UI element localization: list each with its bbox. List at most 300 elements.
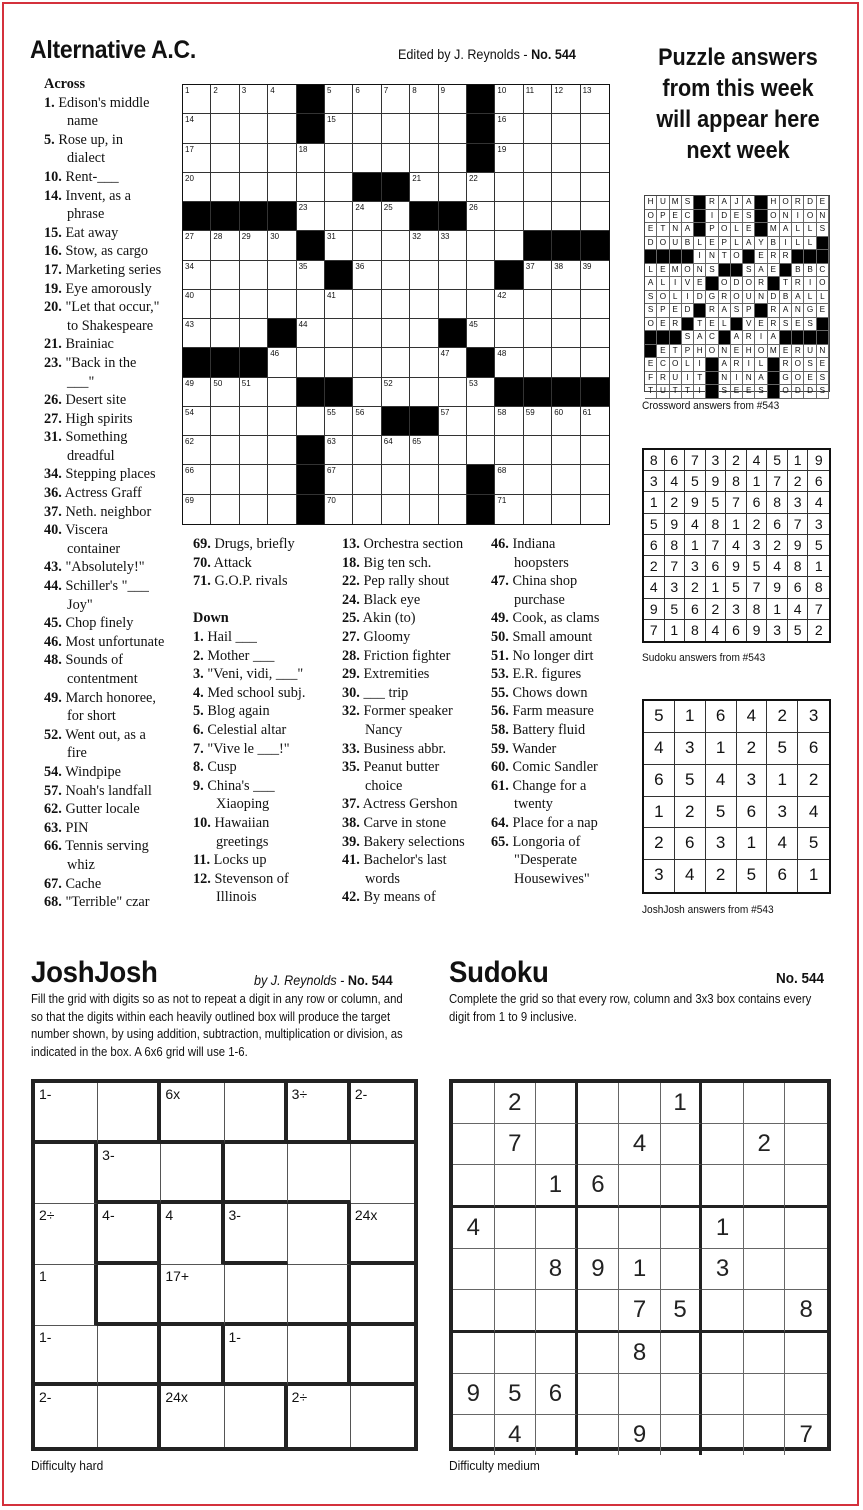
sudoku-cell[interactable] (619, 1374, 661, 1415)
sudoku-cell[interactable] (495, 1249, 537, 1290)
sudoku-cell[interactable] (785, 1124, 827, 1165)
crossword-cell[interactable] (581, 290, 609, 319)
crossword-cell[interactable] (581, 407, 609, 436)
crossword-cell[interactable] (410, 114, 438, 143)
sudoku-cell[interactable] (536, 1124, 578, 1165)
crossword-cell[interactable] (382, 495, 410, 524)
crossword-cell[interactable] (495, 202, 523, 231)
sudoku-cell[interactable] (619, 1165, 661, 1208)
joshjosh-cell[interactable] (351, 1326, 414, 1387)
crossword-cell[interactable] (495, 231, 523, 260)
crossword-cell[interactable] (325, 173, 353, 202)
crossword-cell[interactable] (524, 85, 552, 114)
sudoku-cell[interactable] (661, 1249, 703, 1290)
sudoku-cell[interactable] (495, 1208, 537, 1249)
sudoku-cell[interactable] (702, 1374, 744, 1415)
crossword-cell[interactable] (382, 85, 410, 114)
crossword-cell[interactable] (495, 290, 523, 319)
crossword-cell[interactable] (211, 407, 239, 436)
sudoku-cell[interactable] (578, 1333, 620, 1374)
crossword-cell[interactable] (581, 319, 609, 348)
crossword-cell[interactable] (183, 465, 211, 494)
crossword-cell[interactable] (382, 231, 410, 260)
crossword-cell[interactable] (183, 436, 211, 465)
joshjosh-cell[interactable] (98, 1326, 161, 1387)
crossword-cell[interactable] (240, 85, 268, 114)
sudoku-cell[interactable]: 5 (661, 1290, 703, 1333)
sudoku-cell[interactable]: 9 (619, 1415, 661, 1455)
crossword-cell[interactable] (183, 261, 211, 290)
sudoku-cell[interactable] (536, 1083, 578, 1124)
crossword-cell[interactable] (268, 173, 296, 202)
crossword-cell[interactable] (211, 436, 239, 465)
crossword-cell[interactable] (410, 144, 438, 173)
sudoku-cell[interactable] (453, 1165, 495, 1208)
crossword-cell[interactable] (552, 495, 580, 524)
crossword-cell[interactable] (524, 173, 552, 202)
sudoku-cell[interactable] (702, 1290, 744, 1333)
joshjosh-cell[interactable] (161, 1204, 224, 1265)
crossword-cell[interactable] (495, 407, 523, 436)
sudoku-cell[interactable] (744, 1290, 786, 1333)
crossword-cell[interactable] (297, 348, 325, 377)
sudoku-cell[interactable] (453, 1415, 495, 1455)
sudoku-cell[interactable]: 1 (619, 1249, 661, 1290)
crossword-cell[interactable] (552, 319, 580, 348)
sudoku-cell[interactable]: 4 (495, 1415, 537, 1455)
sudoku-cell[interactable]: 1 (536, 1165, 578, 1208)
crossword-cell[interactable] (524, 407, 552, 436)
crossword-cell[interactable] (410, 378, 438, 407)
crossword-cell[interactable] (552, 114, 580, 143)
sudoku-cell[interactable] (744, 1333, 786, 1374)
crossword-cell[interactable] (325, 290, 353, 319)
crossword-cell[interactable] (439, 378, 467, 407)
crossword-cell[interactable] (439, 261, 467, 290)
crossword-cell[interactable] (552, 407, 580, 436)
crossword-cell[interactable] (552, 85, 580, 114)
joshjosh-cell[interactable] (98, 1204, 161, 1265)
crossword-cell[interactable] (524, 436, 552, 465)
sudoku-cell[interactable]: 9 (453, 1374, 495, 1415)
crossword-cell[interactable] (240, 378, 268, 407)
sudoku-cell[interactable]: 1 (702, 1208, 744, 1249)
crossword-cell[interactable] (495, 85, 523, 114)
sudoku-cell[interactable]: 2 (744, 1124, 786, 1165)
crossword-cell[interactable] (581, 436, 609, 465)
joshjosh-cell[interactable] (35, 1265, 98, 1326)
crossword-cell[interactable] (410, 495, 438, 524)
crossword-cell[interactable] (240, 465, 268, 494)
crossword-cell[interactable] (467, 378, 495, 407)
crossword-cell[interactable] (240, 173, 268, 202)
crossword-cell[interactable] (268, 261, 296, 290)
sudoku-cell[interactable] (744, 1165, 786, 1208)
sudoku-cell[interactable] (578, 1124, 620, 1165)
crossword-cell[interactable] (211, 173, 239, 202)
sudoku-cell[interactable] (785, 1165, 827, 1208)
sudoku-cell[interactable] (453, 1290, 495, 1333)
crossword-cell[interactable] (382, 436, 410, 465)
sudoku-cell[interactable]: 7 (799, 1421, 813, 1448)
crossword-cell[interactable] (240, 290, 268, 319)
sudoku-cell[interactable] (661, 1124, 703, 1165)
crossword-cell[interactable] (467, 436, 495, 465)
crossword-cell[interactable] (325, 319, 353, 348)
crossword-cell[interactable] (410, 85, 438, 114)
sudoku-cell[interactable] (578, 1208, 620, 1249)
crossword-cell[interactable] (211, 495, 239, 524)
joshjosh-cell[interactable] (35, 1386, 98, 1447)
joshjosh-cell[interactable] (288, 1326, 351, 1387)
sudoku-cell[interactable] (495, 1290, 537, 1333)
crossword-cell[interactable] (353, 436, 381, 465)
crossword-cell[interactable] (382, 261, 410, 290)
joshjosh-cell[interactable] (225, 1083, 288, 1144)
sudoku-cell[interactable]: 2 (495, 1083, 537, 1124)
crossword-cell[interactable] (552, 436, 580, 465)
crossword-cell[interactable] (552, 202, 580, 231)
sudoku-cell[interactable]: 7 (495, 1124, 537, 1165)
sudoku-cell[interactable] (785, 1333, 827, 1374)
crossword-cell[interactable] (524, 261, 552, 290)
sudoku-cell[interactable] (661, 1333, 703, 1374)
crossword-cell[interactable] (410, 465, 438, 494)
crossword-cell[interactable] (439, 407, 467, 436)
crossword-cell[interactable] (552, 261, 580, 290)
crossword-cell[interactable] (495, 144, 523, 173)
sudoku-cell[interactable] (495, 1165, 537, 1208)
crossword-cell[interactable] (382, 290, 410, 319)
joshjosh-cell[interactable] (35, 1326, 98, 1387)
sudoku-cell[interactable] (453, 1249, 495, 1290)
crossword-cell[interactable] (325, 495, 353, 524)
crossword-cell[interactable] (183, 290, 211, 319)
sudoku-cell[interactable] (702, 1333, 744, 1374)
crossword-cell[interactable] (581, 144, 609, 173)
crossword-cell[interactable] (297, 290, 325, 319)
joshjosh-cell[interactable] (225, 1265, 288, 1326)
sudoku-cell[interactable] (702, 1165, 744, 1208)
sudoku-cell[interactable]: 1 (661, 1083, 703, 1124)
crossword-cell[interactable] (439, 144, 467, 173)
crossword-cell[interactable] (353, 465, 381, 494)
sudoku-cell[interactable] (661, 1208, 703, 1249)
joshjosh-cell[interactable] (351, 1265, 414, 1326)
joshjosh-cell[interactable] (225, 1204, 288, 1265)
joshjosh-cell[interactable] (288, 1386, 351, 1447)
crossword-cell[interactable] (211, 319, 239, 348)
crossword-cell[interactable] (382, 348, 410, 377)
sudoku-cell[interactable] (661, 1165, 703, 1208)
crossword-cell[interactable] (297, 173, 325, 202)
crossword-cell[interactable] (382, 114, 410, 143)
joshjosh-cell[interactable] (351, 1083, 414, 1144)
crossword-cell[interactable] (439, 231, 467, 260)
crossword-cell[interactable] (439, 465, 467, 494)
crossword-cell[interactable] (524, 465, 552, 494)
crossword-cell[interactable] (467, 319, 495, 348)
crossword-cell[interactable] (268, 495, 296, 524)
crossword-cell[interactable] (439, 348, 467, 377)
crossword-cell[interactable] (353, 378, 381, 407)
sudoku-cell[interactable] (702, 1124, 744, 1165)
crossword-cell[interactable] (240, 407, 268, 436)
sudoku-cell[interactable] (578, 1415, 620, 1455)
joshjosh-cell[interactable] (161, 1386, 224, 1447)
sudoku-cell[interactable] (744, 1249, 786, 1290)
crossword-cell[interactable] (524, 290, 552, 319)
crossword-cell[interactable] (439, 114, 467, 143)
sudoku-cell[interactable] (578, 1290, 620, 1333)
sudoku-cell[interactable] (661, 1374, 703, 1415)
crossword-cell[interactable] (495, 495, 523, 524)
sudoku-cell[interactable] (785, 1083, 827, 1124)
crossword-cell[interactable] (211, 144, 239, 173)
crossword-cell[interactable] (581, 261, 609, 290)
crossword-cell[interactable] (183, 407, 211, 436)
crossword-cell[interactable] (183, 114, 211, 143)
crossword-cell[interactable] (268, 407, 296, 436)
crossword-cell[interactable] (467, 231, 495, 260)
crossword-cell[interactable] (353, 495, 381, 524)
sudoku-cell[interactable]: 4 (453, 1208, 495, 1249)
crossword-cell[interactable] (552, 173, 580, 202)
crossword-cell[interactable] (467, 202, 495, 231)
sudoku-cell[interactable] (453, 1083, 495, 1124)
crossword-cell[interactable] (581, 495, 609, 524)
crossword-cell[interactable] (467, 407, 495, 436)
sudoku-cell[interactable] (536, 1415, 578, 1455)
crossword-cell[interactable] (467, 290, 495, 319)
joshjosh-cell[interactable] (288, 1265, 351, 1326)
crossword-cell[interactable] (495, 465, 523, 494)
crossword-cell[interactable] (297, 261, 325, 290)
crossword-cell[interactable] (240, 261, 268, 290)
crossword-cell[interactable] (183, 495, 211, 524)
sudoku-cell[interactable] (744, 1415, 786, 1455)
joshjosh-cell[interactable] (225, 1144, 288, 1205)
crossword-cell[interactable] (268, 85, 296, 114)
crossword-cell[interactable] (211, 465, 239, 494)
joshjosh-cell[interactable] (288, 1144, 351, 1205)
sudoku-cell[interactable]: 8 (785, 1290, 827, 1333)
sudoku-cell[interactable] (536, 1208, 578, 1249)
crossword-cell[interactable] (353, 114, 381, 143)
crossword-cell[interactable] (240, 231, 268, 260)
joshjosh-cell[interactable] (161, 1265, 224, 1326)
joshjosh-cell[interactable] (98, 1265, 161, 1326)
sudoku-cell[interactable] (619, 1083, 661, 1124)
crossword-cell[interactable] (268, 290, 296, 319)
crossword-cell[interactable] (211, 231, 239, 260)
crossword-cell[interactable] (240, 436, 268, 465)
crossword-cell[interactable] (524, 202, 552, 231)
sudoku-cell[interactable] (744, 1083, 786, 1124)
crossword-cell[interactable] (552, 144, 580, 173)
crossword-cell[interactable] (183, 85, 211, 114)
crossword-cell[interactable] (211, 114, 239, 143)
joshjosh-cell[interactable] (225, 1326, 288, 1387)
crossword-cell[interactable] (353, 290, 381, 319)
joshjosh-cell[interactable] (161, 1326, 224, 1387)
crossword-cell[interactable] (353, 319, 381, 348)
crossword-cell[interactable] (297, 319, 325, 348)
crossword-cell[interactable] (211, 261, 239, 290)
joshjosh-cell[interactable] (35, 1083, 98, 1144)
crossword-cell[interactable] (581, 173, 609, 202)
crossword-cell[interactable] (240, 144, 268, 173)
sudoku-cell[interactable]: 8 (536, 1249, 578, 1290)
crossword-cell[interactable] (353, 407, 381, 436)
crossword-cell[interactable] (268, 144, 296, 173)
sudoku-cell[interactable]: 6 (536, 1374, 578, 1415)
crossword-cell[interactable] (495, 114, 523, 143)
sudoku-cell[interactable] (702, 1083, 744, 1124)
crossword-cell[interactable] (382, 144, 410, 173)
joshjosh-cell[interactable] (351, 1144, 414, 1205)
crossword-cell[interactable] (382, 202, 410, 231)
crossword-cell[interactable] (353, 348, 381, 377)
sudoku-cell[interactable] (453, 1333, 495, 1374)
sudoku-cell[interactable] (744, 1374, 786, 1415)
crossword-cell[interactable] (581, 348, 609, 377)
sudoku-grid[interactable] (449, 1079, 831, 1451)
crossword-cell[interactable] (325, 85, 353, 114)
crossword-cell[interactable] (183, 231, 211, 260)
crossword-cell[interactable] (382, 319, 410, 348)
sudoku-cell[interactable]: 5 (495, 1374, 537, 1415)
crossword-cell[interactable] (382, 465, 410, 494)
crossword-cell[interactable] (325, 202, 353, 231)
sudoku-cell[interactable]: 4 (619, 1124, 661, 1165)
sudoku-cell[interactable] (578, 1374, 620, 1415)
crossword-cell[interactable] (410, 261, 438, 290)
crossword-cell[interactable] (524, 114, 552, 143)
crossword-cell[interactable] (524, 495, 552, 524)
crossword-cell[interactable] (353, 202, 381, 231)
joshjosh-cell[interactable] (225, 1386, 288, 1447)
crossword-cell[interactable] (439, 290, 467, 319)
crossword-cell[interactable] (495, 348, 523, 377)
crossword-grid[interactable] (182, 84, 610, 525)
crossword-cell[interactable] (297, 202, 325, 231)
crossword-cell[interactable] (439, 173, 467, 202)
crossword-cell[interactable] (353, 85, 381, 114)
joshjosh-cell[interactable] (288, 1204, 351, 1265)
crossword-cell[interactable] (268, 231, 296, 260)
crossword-cell[interactable] (410, 290, 438, 319)
joshjosh-grid[interactable] (31, 1079, 418, 1451)
crossword-cell[interactable] (297, 407, 325, 436)
crossword-cell[interactable] (495, 436, 523, 465)
crossword-cell[interactable] (524, 348, 552, 377)
crossword-cell[interactable] (552, 290, 580, 319)
sudoku-cell[interactable] (785, 1208, 827, 1249)
crossword-cell[interactable] (183, 144, 211, 173)
sudoku-cell[interactable] (744, 1208, 786, 1249)
sudoku-cell[interactable] (785, 1249, 827, 1290)
crossword-cell[interactable] (495, 319, 523, 348)
crossword-cell[interactable] (410, 231, 438, 260)
crossword-cell[interactable] (581, 114, 609, 143)
crossword-cell[interactable] (325, 407, 353, 436)
crossword-cell[interactable] (325, 348, 353, 377)
crossword-cell[interactable] (581, 85, 609, 114)
crossword-cell[interactable] (410, 173, 438, 202)
crossword-cell[interactable] (211, 290, 239, 319)
sudoku-cell[interactable]: 3 (702, 1249, 744, 1290)
crossword-cell[interactable] (410, 348, 438, 377)
sudoku-cell[interactable] (536, 1290, 578, 1333)
crossword-cell[interactable] (439, 436, 467, 465)
crossword-cell[interactable] (552, 348, 580, 377)
crossword-cell[interactable] (325, 144, 353, 173)
sudoku-cell[interactable] (702, 1415, 744, 1455)
crossword-cell[interactable] (183, 319, 211, 348)
crossword-cell[interactable] (552, 465, 580, 494)
crossword-cell[interactable] (524, 144, 552, 173)
crossword-cell[interactable] (467, 261, 495, 290)
crossword-cell[interactable] (268, 465, 296, 494)
joshjosh-cell[interactable] (351, 1386, 414, 1447)
crossword-cell[interactable] (325, 436, 353, 465)
crossword-cell[interactable] (240, 495, 268, 524)
crossword-cell[interactable] (268, 436, 296, 465)
joshjosh-cell[interactable] (351, 1204, 414, 1265)
sudoku-cell[interactable] (785, 1374, 827, 1415)
crossword-cell[interactable] (410, 319, 438, 348)
crossword-cell[interactable] (240, 319, 268, 348)
joshjosh-cell[interactable] (161, 1144, 224, 1205)
sudoku-cell[interactable] (578, 1083, 620, 1124)
crossword-cell[interactable] (439, 495, 467, 524)
sudoku-cell[interactable]: 9 (578, 1249, 620, 1290)
crossword-cell[interactable] (325, 231, 353, 260)
crossword-cell[interactable] (353, 144, 381, 173)
crossword-cell[interactable] (581, 465, 609, 494)
crossword-cell[interactable] (211, 378, 239, 407)
sudoku-cell[interactable] (536, 1333, 578, 1374)
crossword-cell[interactable] (268, 378, 296, 407)
crossword-cell[interactable] (410, 436, 438, 465)
crossword-cell[interactable] (581, 202, 609, 231)
sudoku-cell[interactable] (661, 1415, 703, 1455)
sudoku-cell[interactable]: 7 (619, 1290, 661, 1333)
sudoku-cell[interactable] (619, 1208, 661, 1249)
crossword-cell[interactable] (524, 319, 552, 348)
crossword-cell[interactable] (240, 114, 268, 143)
crossword-cell[interactable] (325, 114, 353, 143)
crossword-cell[interactable] (325, 465, 353, 494)
crossword-cell[interactable] (183, 378, 211, 407)
joshjosh-cell[interactable] (35, 1144, 98, 1205)
crossword-cell[interactable] (268, 114, 296, 143)
crossword-cell[interactable] (183, 173, 211, 202)
joshjosh-cell[interactable] (35, 1204, 98, 1265)
crossword-cell[interactable] (353, 231, 381, 260)
crossword-cell[interactable] (211, 85, 239, 114)
joshjosh-cell[interactable] (98, 1083, 161, 1144)
crossword-cell[interactable] (467, 173, 495, 202)
joshjosh-cell[interactable] (288, 1083, 351, 1144)
crossword-cell[interactable] (353, 261, 381, 290)
crossword-cell[interactable] (268, 348, 296, 377)
sudoku-cell[interactable] (453, 1124, 495, 1165)
crossword-cell[interactable] (439, 85, 467, 114)
joshjosh-cell[interactable] (161, 1083, 224, 1144)
crossword-cell[interactable] (297, 144, 325, 173)
